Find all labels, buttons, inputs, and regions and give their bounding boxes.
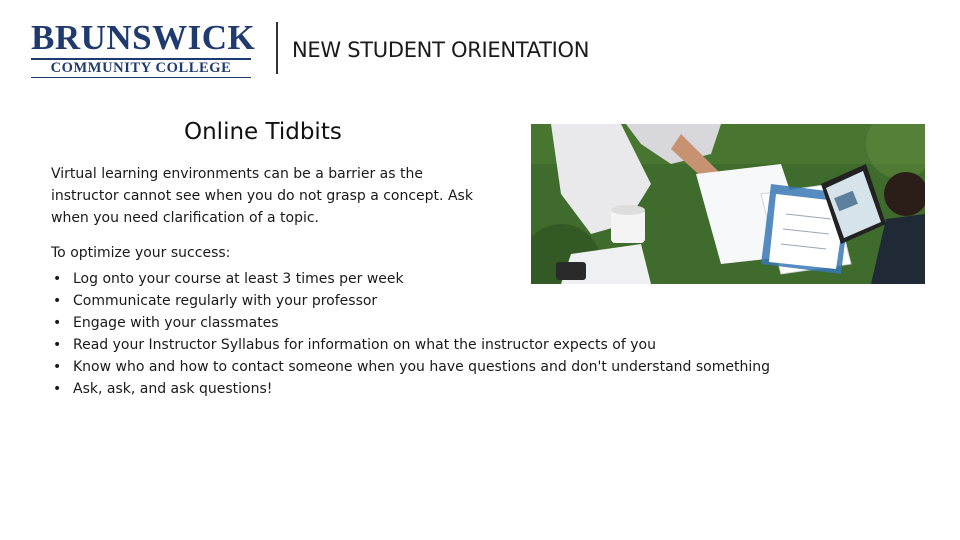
list-item-text: Communicate regularly with your professor — [73, 293, 378, 309]
logo-rule-bottom — [31, 77, 251, 78]
bullet-icon: • — [53, 271, 62, 287]
list-item — [51, 378, 770, 400]
intro-line: instructor cannot see when you do not grasp a concept. Ask — [51, 188, 473, 204]
slide-title: Online Tidbits — [184, 119, 342, 145]
students-studying-photo — [531, 124, 925, 284]
header-title: NEW STUDENT ORIENTATION — [292, 38, 590, 62]
optimize-label: To optimize your success: — [51, 245, 231, 261]
list-item-text: Log onto your course at least 3 times per week — [73, 271, 404, 287]
intro-line: Virtual learning environments can be a barrier as the — [51, 166, 423, 182]
logo-wordmark-top: BRUNSWICK — [31, 18, 256, 57]
list-item — [51, 290, 770, 312]
list-item — [51, 334, 770, 356]
intro-paragraph — [51, 163, 511, 229]
tips-list — [51, 268, 770, 400]
intro-line: when you need clarification of a topic. — [51, 210, 319, 226]
list-item — [51, 312, 770, 334]
bullet-icon: • — [53, 359, 62, 375]
list-item-text: Know who and how to contact someone when you have questions and don't understand something — [73, 359, 771, 375]
college-logo — [31, 18, 256, 76]
list-item-text: Engage with your classmates — [73, 315, 279, 331]
list-item — [51, 356, 770, 378]
bullet-icon: • — [53, 293, 62, 309]
list-item-text: Read your Instructor Syllabus for information on what the instructor expects of you — [73, 337, 656, 353]
logo-wordmark-bottom: COMMUNITY COLLEGE — [50, 60, 232, 76]
list-item-text: Ask, ask, and ask questions! — [73, 381, 273, 397]
bullet-icon: • — [53, 337, 62, 353]
header-divider — [276, 22, 278, 74]
bullet-icon: • — [53, 381, 62, 397]
bullet-icon: • — [53, 315, 62, 331]
